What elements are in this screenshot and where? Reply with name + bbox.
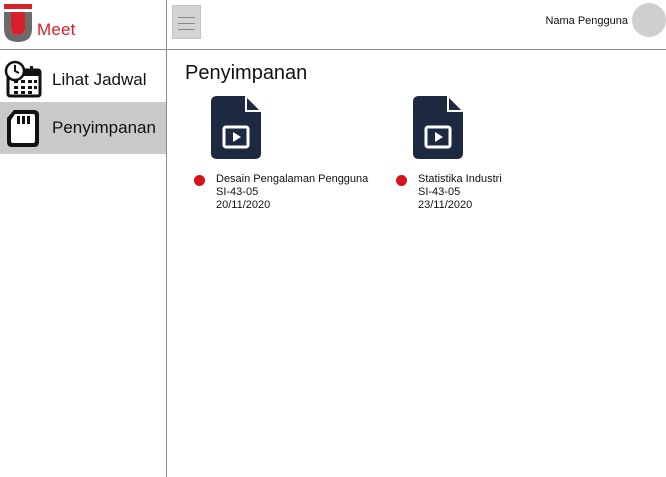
- file-code: SI-43-05: [216, 186, 259, 198]
- sidebar: [0, 0, 167, 477]
- status-dot: [396, 175, 407, 186]
- hamburger-icon: [178, 23, 195, 24]
- file-name[interactable]: Desain Pengalaman Pengguna: [216, 173, 369, 185]
- file-date: 20/11/2020: [216, 199, 271, 211]
- logo-area: [0, 0, 167, 50]
- user-name[interactable]: Nama Pengguna: [545, 15, 628, 27]
- status-dot: [194, 175, 205, 186]
- hamburger-icon: [178, 17, 195, 18]
- top-bar: [167, 0, 666, 50]
- file-date: 23/11/2020: [418, 199, 473, 211]
- app-name: Meet: [37, 20, 76, 39]
- sidebar-item-label: Lihat Jadwal: [52, 70, 147, 89]
- avatar[interactable]: [632, 3, 666, 37]
- file-meta: [216, 173, 368, 212]
- sd-card-icon: [4, 108, 42, 148]
- hamburger-icon: [178, 29, 195, 30]
- file-name[interactable]: Statistika Industri: [418, 173, 502, 185]
- video-file-icon[interactable]: [211, 96, 261, 159]
- sidebar-item-penyimpanan[interactable]: [0, 102, 166, 154]
- file-meta: [418, 173, 502, 212]
- logo-icon: [4, 4, 32, 42]
- file-code: SI-43-05: [418, 186, 461, 198]
- video-file-icon[interactable]: [413, 96, 463, 159]
- sidebar-item-lihat-jadwal[interactable]: [0, 54, 166, 106]
- hamburger-menu-button[interactable]: [172, 5, 201, 39]
- page-title: Penyimpanan: [185, 62, 308, 84]
- calendar-clock-icon: [4, 60, 42, 100]
- sidebar-item-label: Penyimpanan: [52, 118, 156, 137]
